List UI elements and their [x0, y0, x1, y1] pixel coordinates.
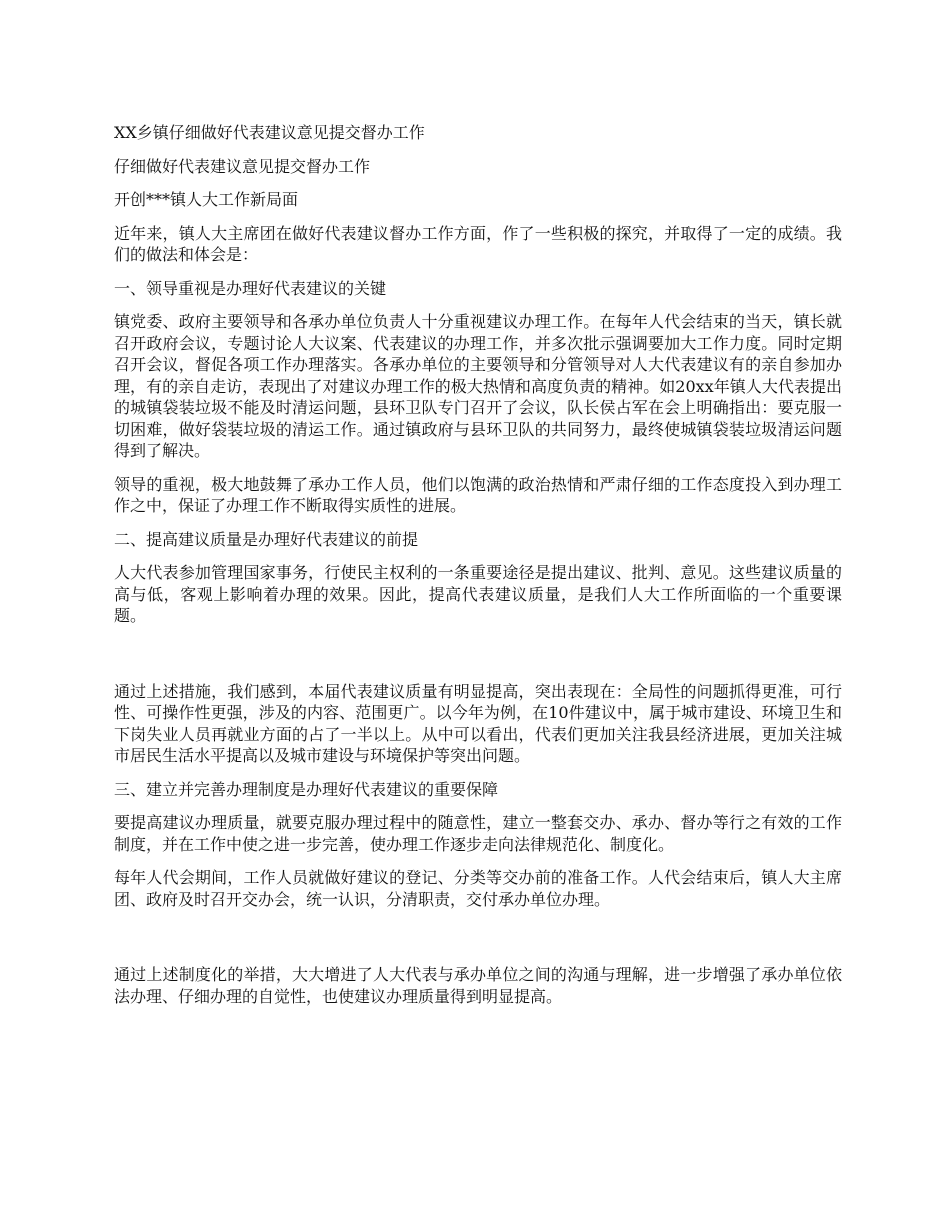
body-paragraph: 领导的重视，极大地鼓舞了承办工作人员，他们以饱满的政治热情和严肃仔细的工作态度投入到办理工作之中，保证了办理工作不断取得实质性的进展。 — [114, 474, 842, 515]
intro-paragraph: 近年来，镇人大主席团在做好代表建议督办工作方面，作了一些积极的探究，并取得了一定的成绩。我们的做法和体会是： — [114, 223, 842, 264]
body-paragraph: 通过上述措施，我们感到，本届代表建议质量有明显提高，突出表现在：全局性的问题抓得更准，可行性、可操作性更强，涉及的内容、范围更广。以今年为例，在10件建议中，属于城市建设、环境卫生和下岗失业人员再就业方面的占了一半以上。从中可以看出，代表们更加关注我县经济进展，更加关注城市居民生活水平提高以及城市建设与环境保护等突出问题。 — [114, 681, 842, 765]
document-title: XX乡镇仔细做好代表建议意见提交督办工作 — [114, 123, 425, 142]
blank-spacer — [114, 922, 842, 964]
section-heading-1: 一、领导重视是办理好代表建议的关键 — [114, 278, 387, 298]
document-subtitle-2: 开创***镇人大工作新局面 — [114, 190, 299, 209]
body-paragraph: 镇党委、政府主要领导和各承办单位负责人十分重视建议办理工作。在每年人代会结束的当天，镇长就召开政府会议，专题讨论人大议案、代表建议的办理工作，并多次批示强调要加大工作力度。同时定期召开会议，督促各项工作办理落实。各承办单位的主要领导和分管领导对人大代表建议有的亲自参加办理，有的亲自走访，表现出了对建议办理工作的极大热情和高度负责的精神。如20xx年镇人大代表提出的城镇袋装垃圾不能及时清运问题，县环卫队专门召开了会议，队长侯占军在会上明确指出：要克服一切困难，做好袋装垃圾的清运工作。通过镇政府与县环卫队的共同努力，最终使城镇袋装垃圾清运问题得到了解决。 — [114, 312, 842, 460]
blank-spacer — [114, 639, 842, 681]
document-page — [114, 122, 842, 1019]
body-paragraph: 人大代表参加管理国家事务，行使民主权利的一条重要途径是提出建议、批判、意见。这些建议质量的高与低，客观上影响着办理的效果。因此，提高代表建议质量，是我们人大工作所面临的一个重要课题。 — [114, 563, 842, 625]
document-subtitle: 仔细做好代表建议意见提交督办工作 — [114, 156, 371, 176]
body-paragraph: 要提高建议办理质量，就要克服办理过程中的随意性，建立一整套交办、承办、督办等行之有效的工作制度，并在工作中使之进一步完善，使办理工作逐步走向法律规范化、制度化。 — [114, 813, 842, 854]
body-paragraph: 每年人代会期间，工作人员就做好建议的登记、分类等交办前的准备工作。人代会结束后，镇人大主席团、政府及时召开交办会，统一认识，分清职责，交付承办单位办理。 — [114, 868, 842, 909]
section-heading-3: 三、建立并完善办理制度是办理好代表建议的重要保障 — [114, 779, 499, 799]
section-heading-2: 二、提高建议质量是办理好代表建议的前提 — [114, 529, 419, 549]
body-paragraph: 通过上述制度化的举措，大大增进了人大代表与承办单位之间的沟通与理解，进一步增强了承办单位依法办理、仔细办理的自觉性，也使建议办理质量得到明显提高。 — [114, 965, 842, 1006]
